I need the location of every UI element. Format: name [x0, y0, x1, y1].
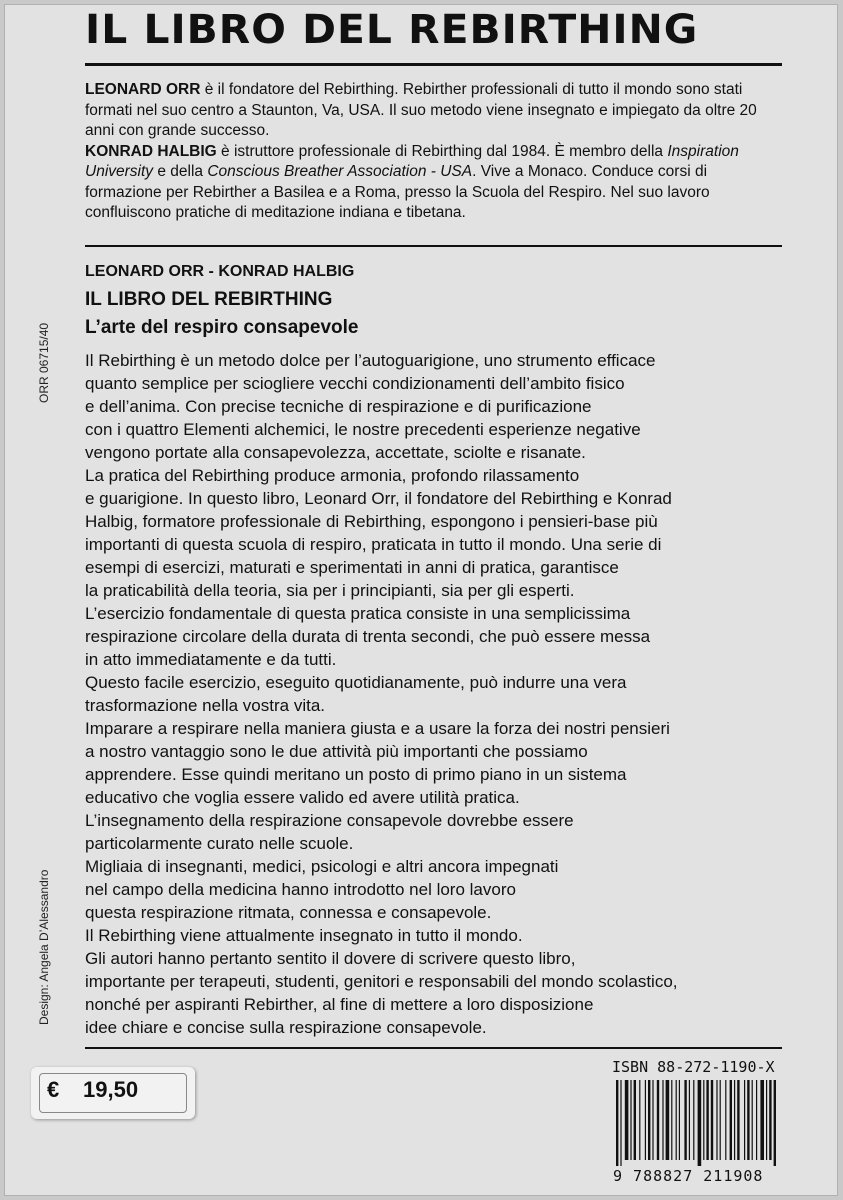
barcode-bar — [620, 1080, 621, 1166]
bio-halbig-name: KONRAD HALBIG — [85, 142, 217, 160]
barcode-digits: 9 788827 211908 — [613, 1167, 764, 1185]
barcode-bar — [730, 1080, 732, 1160]
isbn-label: ISBN 88-272-1190-X — [612, 1058, 775, 1076]
blurb-line: Questo facile esercizio, eseguito quotidianamente, può indurre una vera — [85, 673, 627, 692]
bio-orr-text: è il fondatore del Rebirthing. Rebirther professionali di tutto il mondo sono stati formati nel suo centro a Staunton, Va, USA. Il suo metodo viene insegnato e impiegato da oltre 20 anni con grande successo. — [85, 81, 757, 139]
barcode-bar — [616, 1080, 618, 1166]
blurb-line: vengono portate alla consapevolezza, accettate, sciolte e risanate. — [85, 443, 586, 462]
barcode-bar — [706, 1080, 708, 1160]
blurb-line: La pratica del Rebirthing produce armonia, profondo rilassamento — [85, 466, 580, 485]
barcode-bar — [760, 1080, 764, 1160]
blurb-line: la praticabilità della teoria, sia per i principianti, sia per gli esperti. — [85, 581, 575, 600]
barcode-bar — [689, 1080, 690, 1160]
barcode-bar — [630, 1080, 631, 1160]
barcode-bar — [698, 1080, 702, 1166]
barcode-bar — [657, 1080, 659, 1160]
blurb-line: questa respirazione ritmata, connessa e consapevole. — [85, 903, 492, 922]
blurb-line: nonché per aspiranti Rebirther, al fine di mettere a loro disposizione — [85, 995, 594, 1014]
blurb-line: in atto immediatamente e da tutti. — [85, 650, 337, 669]
blurb-line: educativo che voglia essere valido ed avere utilità pratica. — [85, 788, 520, 807]
barcode-bar — [634, 1080, 636, 1160]
footer-rule — [85, 1047, 782, 1049]
side-code: ORR 06715/40 — [37, 322, 51, 403]
blurb-line: L’insegnamento della respirazione consapevole dovrebbe essere — [85, 811, 574, 830]
bio-halbig — [85, 142, 785, 224]
barcode-bar — [734, 1080, 735, 1160]
barcode-bar — [671, 1080, 672, 1160]
barcode-bar — [639, 1080, 640, 1160]
side-design-credit: Design: Angela D’Alessandro — [37, 869, 51, 1025]
header-title: IL LIBRO DEL REBIRTHING — [85, 7, 699, 53]
barcode-bar — [648, 1080, 650, 1160]
barcode-bar — [666, 1080, 670, 1160]
barcode-bar — [752, 1080, 753, 1160]
barcode-bar — [720, 1080, 721, 1160]
blurb-line: Imparare a respirare nella maniera giusta e a usare la forza dei nostri pensieri — [85, 719, 670, 738]
bio-orr — [85, 80, 785, 142]
blurb-line: con i quattro Elementi alchemici, le nostre precedenti esperienze negative — [85, 420, 641, 439]
barcode-bar — [766, 1080, 767, 1160]
price-amount: 19,50 — [83, 1077, 139, 1102]
book-authors: LEONARD ORR - KONRAD HALBIG — [85, 263, 355, 280]
blurb-line: Il Rebirthing è un metodo dolce per l’autoguarigione, uno strumento efficace — [85, 351, 656, 370]
barcode-bar — [756, 1080, 757, 1160]
barcode-bar — [676, 1080, 677, 1160]
bio-halbig-text-2: e della — [153, 163, 208, 180]
blurb-line: esempi di esercizi, maturati e sperimentati in anni di pratica, garantisce — [85, 558, 619, 577]
barcode-bar — [652, 1080, 653, 1160]
barcode-bar — [711, 1080, 713, 1160]
barcode-bar — [679, 1080, 680, 1160]
book-title: IL LIBRO DEL REBIRTHING — [85, 289, 333, 310]
barcode — [612, 1080, 782, 1166]
barcode-bar — [716, 1080, 717, 1160]
blurb-line: L’esercizio fondamentale di questa pratica consiste in una semplicissima — [85, 604, 631, 623]
bio-orr-name: LEONARD ORR — [85, 81, 201, 98]
bio-halbig-text-3: . Vive a Monaco. Conduce corsi di formazione per Rebirther a Basilea e a Roma, presso la Scuola del Respiro. Nel suo lavoro confluiscono pratiche di meditazione indiana e tibetana. — [85, 163, 710, 221]
barcode-bar — [769, 1080, 771, 1160]
barcode-bar — [645, 1080, 646, 1160]
header-rule — [85, 63, 782, 66]
price-sticker — [31, 1067, 195, 1119]
barcode-bar — [737, 1080, 739, 1160]
author-bio — [85, 80, 785, 224]
barcode-bar — [684, 1080, 686, 1160]
blurb-line: Migliaia di insegnanti, medici, psicologi e altri ancora impegnati — [85, 857, 559, 876]
bio-rule — [85, 245, 782, 247]
barcode-bar — [774, 1080, 776, 1166]
blurb-line: particolarmente curato nelle scuole. — [85, 834, 354, 853]
blurb-line: importanti di questa scuola di respiro, praticata in tutto il mondo. Una serie di — [85, 535, 662, 554]
barcode-bar — [662, 1080, 663, 1160]
blurb-line: trasformazione nella vostra vita. — [85, 696, 325, 715]
barcode-bar — [703, 1080, 704, 1160]
blurb-line: Il Rebirthing viene attualmente insegnato in tutto il mondo. — [85, 926, 523, 945]
book-back-cover — [4, 4, 838, 1196]
barcode-bar — [744, 1080, 745, 1160]
barcode-bar — [725, 1080, 726, 1160]
blurb-line: apprendere. Esse quindi meritano un posto di primo piano in un sistema — [85, 765, 627, 784]
price-currency: € — [47, 1077, 60, 1102]
blurb-line: Halbig, formatore professionale di Rebirthing, espongono i pensieri-base più — [85, 512, 658, 531]
bio-halbig-italic-1: Inspiration University — [85, 142, 739, 180]
blurb-line: e dell’anima. Con precise tecniche di respirazione e di purificazione — [85, 397, 592, 416]
book-subtitle: L’arte del respiro consapevole — [85, 317, 359, 338]
blurb-line: nel campo della medicina hanno introdotto nel loro lavoro — [85, 880, 516, 899]
barcode-bar — [625, 1080, 629, 1160]
blurb-line: Gli autori hanno pertanto sentito il dovere di scrivere questo libro, — [85, 949, 576, 968]
blurb-line: e guarigione. In questo libro, Leonard Orr, il fondatore del Rebirthing e Konrad — [85, 489, 672, 508]
bio-halbig-italic-2: Conscious Breather Association - USA — [207, 163, 473, 180]
blurb-text — [85, 349, 805, 1039]
blurb-line: a nostro vantaggio sono le due attività più importanti che possiamo — [85, 742, 588, 761]
blurb-line: quanto semplice per sciogliere vecchi condizionamenti dell’ambito fisico — [85, 374, 625, 393]
bio-halbig-text-1: è istruttore professionale di Rebirthing dal 1984. È membro della — [216, 142, 668, 160]
barcode-bar — [693, 1080, 694, 1160]
blurb-line: idee chiare e concise sulla respirazione consapevole. — [85, 1018, 487, 1037]
barcode-bar — [747, 1080, 749, 1160]
blurb-line: importante per terapeuti, studenti, genitori e responsabili del mondo scolastico, — [85, 972, 678, 991]
blurb-line: respirazione circolare della durata di trenta secondi, che può essere messa — [85, 627, 651, 646]
